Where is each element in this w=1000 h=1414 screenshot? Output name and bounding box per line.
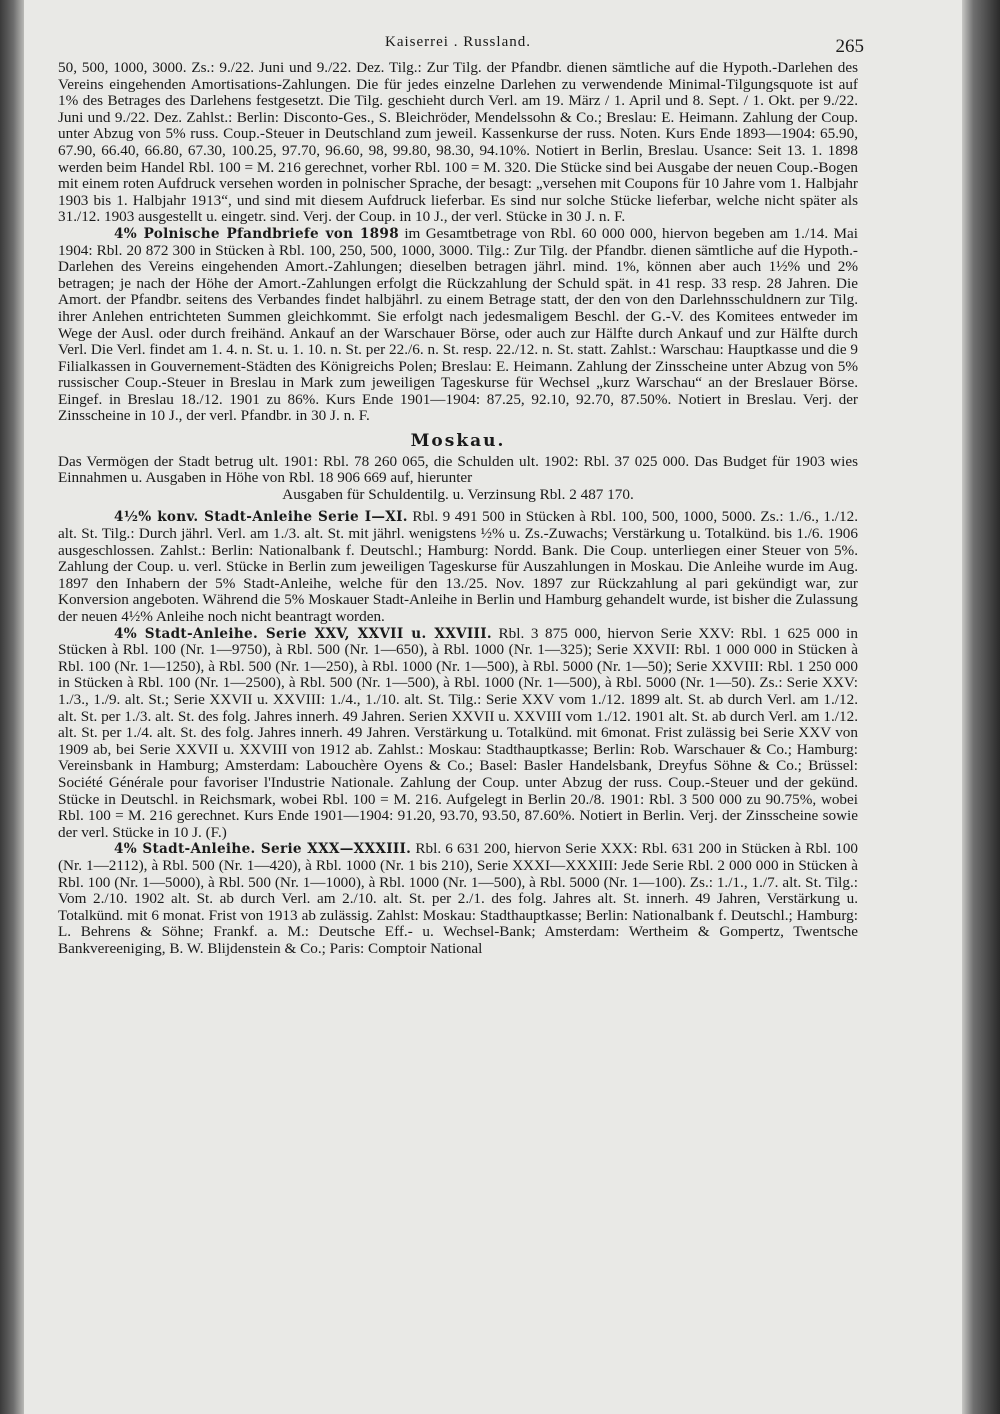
entry-text: Rbl. 3 875 000, hiervon Serie XXV: Rbl. 1 625 000 in Stücken à Rbl. 100 (Nr. 1—9750), à Rbl. 500 (Nr. 1—650), à Rbl. 1000 (Nr. 1—325); Serie XXVII: Rbl. 1 000 000 in Stücken à Rbl. 100 (Nr. 1—1250), à Rbl. 500 (Nr. 1—250), à Rbl. 1000 (Nr. 1—500), à Rbl. 5000 (Nr. 1—50); Serie XXVIII: Rbl. 1 250 000 in Stücken à Rbl. 100 (Nr. 1—2500), à Rbl. 500 (Nr. 1—500), à Rbl. 1000 (Nr. 1—500), à Rbl. 5000 (Nr. 1—50). Zs.: Serie XXV: 1./3., 1./9. alt. St.; Serie XXVII u. XXVIII: 1./4., 1./10. alt. St. Tilg.: Serie XXV vom 1./12. 1899 alt. St. ab durch Verl. am 1./12. alt. St. per 1./3. alt. St. des folg. Jahres innerh. 49 Jahren. Serien XXVII u. XXVIII vom 1./12. 1901 alt. St. ab durch Verl. am 1./12. alt. St. per 1./4. alt. St. des folg. Jahres innerh. 49 Jahren. Verstärkung u. Totalkünd. mit 6monat. Frist zulässig bei Serie XXV von 1909 ab, bei Serie XXVII u. XXVIII von 1912 ab. Zahlst.: Moskau: Stadthauptkasse; Berlin: Rob. Warschauer & Co.; Hamburg: Vereinsbank in Hamburg; Amsterdam: Labouchère Oyens & Co.; Basel: Basler Handelsbank, Dreyfus Söhne & Co.; Brüssel: Société Générale pour favoriser l'Industrie Nationale. Zahlung der Coup. unter Abzug der russ. Coup.-Steuer und der gekünd. Stücke in Deutschl. in Reichsmark, wobei Rbl. 100 = M. 216. Aufgelegt in Berlin 20./8. 1901: Rbl. 3 500 000 zu 90.75%, wobei Rbl. 100 = M. 216 gerechnet. Kurs Ende 1901—1904: 91.20, 93.70, 93.50, 87.60%. Notiert in Berlin. Verj. der Zinsscheine sowie der verl. Stücke in 10 J. (F.): [58, 624, 858, 841]
paragraph-konv-stadt-anleihe: [58, 509, 858, 625]
paragraph-polnische-pfandbriefe: [58, 226, 858, 425]
entry-heading: 4½% konv. Stadt-Anleihe Serie I—XI.: [114, 509, 408, 526]
entry-heading: 4% Stadt-Anleihe. Serie XXV, XXVII u. XXVIII.: [114, 625, 492, 642]
entry-heading: 4% Polnische Pfandbriefe von 1898: [114, 225, 399, 242]
page-number: 265: [835, 36, 864, 57]
paragraph-moskau-intro: Das Vermögen der Stadt betrug ult. 1901: Rbl. 78 260 065, die Schulden ult. 1902: Rbl. 37 025 000. Das Budget für 1903 wies Einnahmen u. Ausgaben in Höhe von Rbl. 18 906 669 auf, hierunter: [58, 452, 858, 487]
running-title: Kaiserrei . Russland.: [385, 34, 531, 50]
book-page: [58, 30, 864, 1400]
entry-text: Rbl. 9 491 500 in Stücken à Rbl. 100, 500, 1000, 5000. Zs.: 1./6., 1./12. alt. St. Tilg.: Durch jährl. Verl. am 1./3. alt. St. mit jährl. wenigstens ½% u. Zs.-Zuwachs; Verstärkung u. Totalkünd. bis 1./6. 1906 ausgeschlossen. Zahlst.: Berlin: Nationalbank f. Deutschl.; Hamburg: Nordd. Bank. Die Coup. unterliegen einer Steuer von 5%. Zahlung der Coup. u. verl. Stücke in Berlin zum jeweiligen Tageskurse für Auszahlungen in Moskau. Die Anleihe wurde im Aug. 1897 den Inhabern der 5% Stadt-Anleihe, welche für den 13./25. Nov. 1897 zur Rückzahlung al pari gekündigt war, zur Konversion angeboten. Während die 5% Moskauer Stadt-Anleihe in Berlin und Hamburg gehandelt wurde, ist bisher die Zulassung der neuen 4½% Anleihe noch nicht beantragt worden.: [58, 508, 859, 625]
entry-heading: 4% Stadt-Anleihe. Serie XXX—XXXIII.: [114, 841, 412, 858]
paragraph-stadt-anleihe-xxx: [58, 841, 858, 957]
section-heading-moskau: Moskau.: [410, 431, 506, 452]
book-binding-left: [0, 0, 24, 1414]
paragraph-pfandbriefe-continued: 50, 500, 1000, 3000. Zs.: 9./22. Juni und 9./22. Dez. Tilg.: Zur Tilg. der Pfandbr. dienen sämtliche auf die Hypoth.-Darlehen des Vereins eingehenden Amortisations-Zahlungen. Die für jedes einzelne Darlehen zu verwendende Minimal-Tilgungsquote ist auf 1% des Betrages des Darlehens festgesetzt. Die Tilg. geschieht durch Verl. am 19. März / 1. April und 8. Sept. / 1. Okt. per 9./22. Juni und 9./22. Dez. Zahlst.: Berlin: Disconto-Ges., S. Bleichröder, Mendelssohn & Co.; Breslau: E. Heimann. Zahlung der Coup. unter Abzug von 5% russ. Coup.-Steuer in Deutschland zum jeweil. Kassenkurse der russ. Noten. Kurs Ende 1893—1904: 65.90, 67.90, 66.40, 66.80, 67.30, 100.25, 97.70, 96.60, 98, 99.80, 98.30, 94.10%. Notiert in Berlin, Breslau. Usance: Seit 13. 1. 1898 werden beim Handel Rbl. 100 = M. 216 gerechnet, vorher Rbl. 100 = M. 320. Die Stücke sind bei Ausgabe der neuen Coup.-Bogen mit einem roten Aufdruck versehen worden in polnischer Sprache, der besagt: „versehen mit Coupons für 10 Jahre vom 1. Halbjahr 1903 bis 1. Halbjahr 1913“, und sind mit diesem Aufdruck lieferbar. Es sind nur solche Stücke lieferbar, welche nicht später als 31./12. 1903 ausgestellt u. eingetr. sind. Verj. der Coup. in 10 J., der verl. Stücke in 30 J. n. F.: [58, 59, 858, 226]
page-body: [58, 60, 858, 957]
entry-text: Rbl. 6 631 200, hiervon Serie XXX: Rbl. 631 200 in Stücken à Rbl. 100 (Nr. 1—2112), à Rbl. 500 (Nr. 1—420), à Rbl. 1000 (Nr. 1 bis 210), Serie XXXI—XXXIII: Jede Serie Rbl. 2 000 000 in Stücken à Rbl. 100 (Nr. 1—5000), à Rbl. 500 (Nr. 1—1000), à Rbl. 1000 (Nr. 1—500), à Rbl. 5000 (Nr. 1—100). Zs.: 1./1., 1./7. alt. St. Tilg.: Vom 2./10. 1902 alt. St. ab durch Verl. am 2./10. alt. St. per 2./1. des folg. Jahres alt. St. innerh. 49 Jahren, Verstärkung u. Totalkünd. mit 6 monat. Frist von 1913 ab zulässig. Zahlst: Moskau: Stadthauptkasse; Berlin: Nationalbank f. Deutschl.; Hamburg: L. Behrens & Söhne; Frankf. a. M.: Deutsche Eff.- u. Wechsel-Bank; Amsterdam: Wertheim & Gompertz, Twentsche Bankvereeniging, B. W. Blijdenstein & Co.; Paris: Comptoir National: [58, 840, 859, 957]
paragraph-stadt-anleihe-xxv: [58, 626, 858, 842]
paragraph-moskau-intro-end: Ausgaben für Schuldentilg. u. Verzinsung Rbl. 2 487 170.: [282, 485, 634, 503]
book-binding-right: [962, 0, 1000, 1414]
running-head: [58, 30, 864, 60]
entry-text: im Gesamtbetrage von Rbl. 60 000 000, hiervon begeben am 1./14. Mai 1904: Rbl. 20 872 300 in Stücken à Rbl. 100, 250, 500, 1000, 3000. Tilg.: Zur Tilg. der Pfandbr. dienen sämtliche auf die Hypoth.-Darlehen des Vereins eingehenden Amort.-Zahlungen; dieselben betragen jährl. mind. 1%, können aber auch 1½% und 2% betragen; je nach der Höhe der Amort.-Zahlungen erfolgt die Rückzahlung der Schuld spät. in 41 resp. 33 resp. 28 Jahren. Die Amort. der Pfandbr. seitens des Verbandes findet halbjährl. zu einem Betrage statt, der den von den Darlehnsschuldnern zur Tilg. ihrer Anlehen entrichteten Summen gleichkommt. Sie erfolgt nach jedesmaligem Beschl. der G.-V. des Komitees entweder im Wege der Ausl. oder durch freihänd. Ankauf an der Warschauer Börse, oder auch zur Hälfte durch Ankauf und zur Hälfte durch Verl. Die Verl. findet am 1. 4. n. St. u. 1. 10. n. St. per 22./6. n. St. resp. 22./12. n. St. statt. Zahlst.: Warschau: Hauptkasse und die 9 Filialkassen in Gouvernement-Städten des Königreichs Polen; Breslau: E. Heimann. Zahlung der Zinsscheine unter Abzug von 5% russischer Coup.-Steuer in Breslau in Mark zum jeweiligen Tageskurse für Wechsel „kurz Warschau“ an der Breslauer Börse. Eingef. in Breslau 18./12. 1901 zu 86%. Kurs Ende 1901—1904: 87.25, 92.10, 92.70, 87.50%. Notiert in Breslau. Verj. der Zinsscheine in 10 J., der verl. Pfandbr. in 30 J. n. F.: [58, 224, 858, 425]
